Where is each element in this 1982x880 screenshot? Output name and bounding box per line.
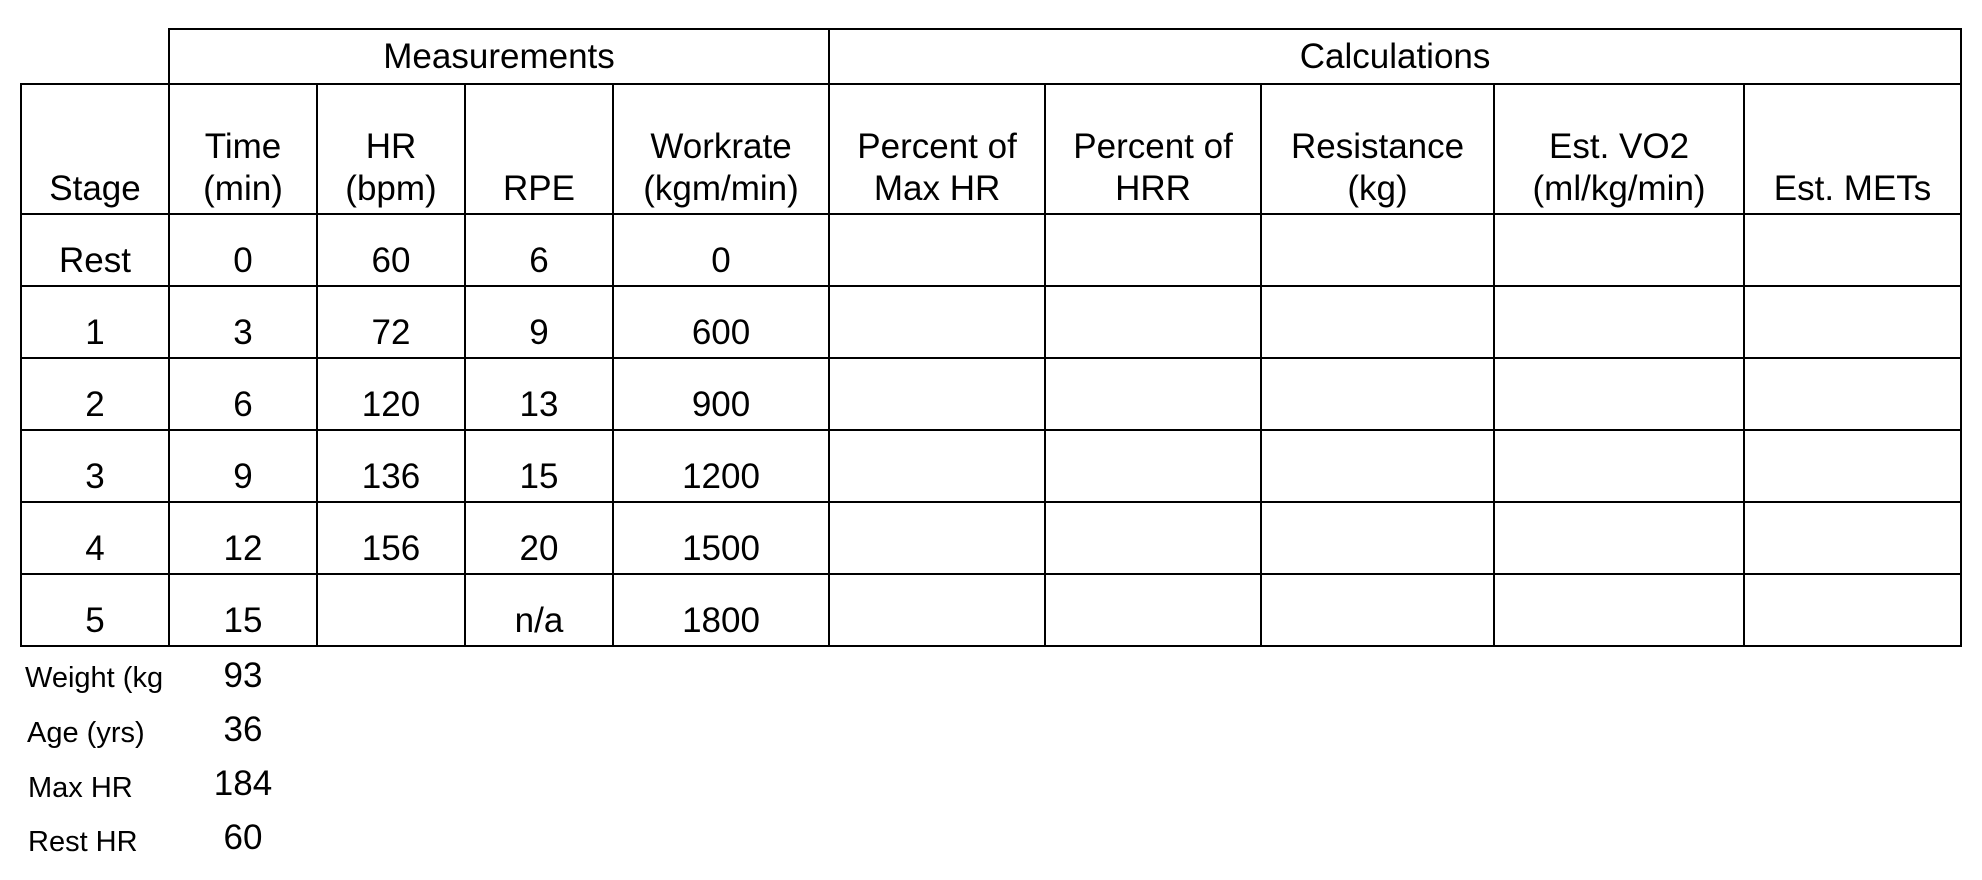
input-max-hr [0, 758, 320, 812]
header-line-2: (ml/kg/min) [1532, 168, 1706, 208]
cell-rpe: 15 [465, 430, 613, 502]
cell-percent-max-hr [829, 358, 1045, 430]
cell-workrate: 0 [613, 214, 829, 286]
cell-est-vo2 [1494, 502, 1744, 574]
table-row [21, 502, 1961, 574]
cell-est-vo2 [1494, 430, 1744, 502]
cell-percent-max-hr [829, 574, 1045, 646]
cell-hr: 156 [317, 502, 465, 574]
input-value: 93 [223, 656, 263, 695]
header-line-1: Time [204, 127, 282, 167]
cell-est-vo2 [1494, 358, 1744, 430]
cell-est-vo2 [1494, 574, 1744, 646]
cell-resistance [1261, 286, 1494, 358]
cell-hr: 136 [317, 430, 465, 502]
column-header-row [21, 84, 1961, 214]
cell-percent-hrr [1045, 574, 1261, 646]
header-line-2: (kgm/min) [643, 168, 799, 208]
cell-rpe: 13 [465, 358, 613, 430]
header-line-1: Percent of [857, 127, 1017, 167]
cell-rpe: 6 [465, 214, 613, 286]
input-label: Max HR [28, 772, 133, 804]
cell-time: 15 [169, 574, 317, 646]
header-stage [21, 84, 169, 214]
table-row [21, 286, 1961, 358]
group-header-row [21, 29, 1961, 84]
header-line-2: Stage [49, 168, 141, 208]
cell-est-vo2 [1494, 214, 1744, 286]
cell-percent-max-hr [829, 430, 1045, 502]
cell-percent-max-hr [829, 214, 1045, 286]
cell-stage: 5 [21, 574, 169, 646]
header-est-vo2 [1494, 84, 1744, 214]
cell-workrate: 1500 [613, 502, 829, 574]
input-value: 184 [213, 764, 273, 803]
header-hr [317, 84, 465, 214]
header-line-1: Est. VO2 [1549, 127, 1690, 167]
cell-est-mets [1744, 286, 1961, 358]
table-row [21, 358, 1961, 430]
cell-resistance [1261, 358, 1494, 430]
header-percent-hrr [1045, 84, 1261, 214]
cell-percent-hrr [1045, 286, 1261, 358]
cell-est-mets [1744, 214, 1961, 286]
cell-est-vo2 [1494, 286, 1744, 358]
cell-est-mets [1744, 502, 1961, 574]
cell-resistance [1261, 502, 1494, 574]
cell-rpe: n/a [465, 574, 613, 646]
cell-resistance [1261, 214, 1494, 286]
corner-cell [21, 29, 169, 84]
header-line-1: Workrate [650, 127, 792, 167]
data-rows [21, 214, 1961, 646]
cell-percent-hrr [1045, 214, 1261, 286]
header-resistance [1261, 84, 1494, 214]
header-line-2: (bpm) [345, 168, 437, 208]
cell-hr: 72 [317, 286, 465, 358]
header-line-2: (min) [203, 168, 283, 208]
cell-percent-hrr [1045, 358, 1261, 430]
cell-time: 12 [169, 502, 317, 574]
cell-time: 6 [169, 358, 317, 430]
cell-rpe: 9 [465, 286, 613, 358]
table-row [21, 430, 1961, 502]
input-label: Age (yrs) [27, 717, 145, 749]
cell-stage: 2 [21, 358, 169, 430]
header-line-1: HR [365, 127, 417, 167]
cell-stage: Rest [21, 214, 169, 286]
header-workrate [613, 84, 829, 214]
header-line-1: Resistance [1290, 127, 1465, 167]
cell-workrate: 1200 [613, 430, 829, 502]
table-row [21, 214, 1961, 286]
cell-workrate: 900 [613, 358, 829, 430]
cell-est-mets [1744, 358, 1961, 430]
cell-percent-hrr [1045, 430, 1261, 502]
exercise-test-table [20, 28, 1962, 647]
input-label: Rest HR [28, 826, 138, 858]
cell-hr: 120 [317, 358, 465, 430]
header-line-2: HRR [1115, 168, 1191, 208]
cell-resistance [1261, 574, 1494, 646]
table-row [21, 574, 1961, 646]
cell-resistance [1261, 430, 1494, 502]
cell-percent-hrr [1045, 502, 1261, 574]
cell-stage: 1 [21, 286, 169, 358]
cell-hr: 60 [317, 214, 465, 286]
header-time [169, 84, 317, 214]
cell-est-mets [1744, 430, 1961, 502]
measurements-group-header: Measurements [169, 29, 829, 84]
header-est-mets [1744, 84, 1961, 214]
cell-percent-max-hr [829, 502, 1045, 574]
cell-time: 0 [169, 214, 317, 286]
cell-rpe: 20 [465, 502, 613, 574]
input-value: 60 [223, 818, 263, 857]
cell-stage: 4 [21, 502, 169, 574]
header-line-1: Percent of [1073, 127, 1233, 167]
header-line-2: (kg) [1347, 168, 1408, 208]
cell-est-mets [1744, 574, 1961, 646]
cell-hr [317, 574, 465, 646]
input-rest-hr [0, 812, 320, 866]
header-line-2: Max HR [873, 168, 1001, 208]
cell-workrate: 1800 [613, 574, 829, 646]
input-weight [0, 650, 320, 704]
cell-stage: 3 [21, 430, 169, 502]
input-age [0, 704, 320, 758]
header-rpe [465, 84, 613, 214]
header-line-2: Est. METs [1773, 168, 1932, 208]
cell-time: 9 [169, 430, 317, 502]
cell-percent-max-hr [829, 286, 1045, 358]
input-label: Weight (kg [25, 662, 164, 694]
header-percent-max-hr [829, 84, 1045, 214]
cell-time: 3 [169, 286, 317, 358]
header-line-2: RPE [503, 168, 575, 208]
cell-workrate: 600 [613, 286, 829, 358]
input-value: 36 [223, 710, 263, 749]
calculations-group-header: Calculations [829, 29, 1961, 84]
